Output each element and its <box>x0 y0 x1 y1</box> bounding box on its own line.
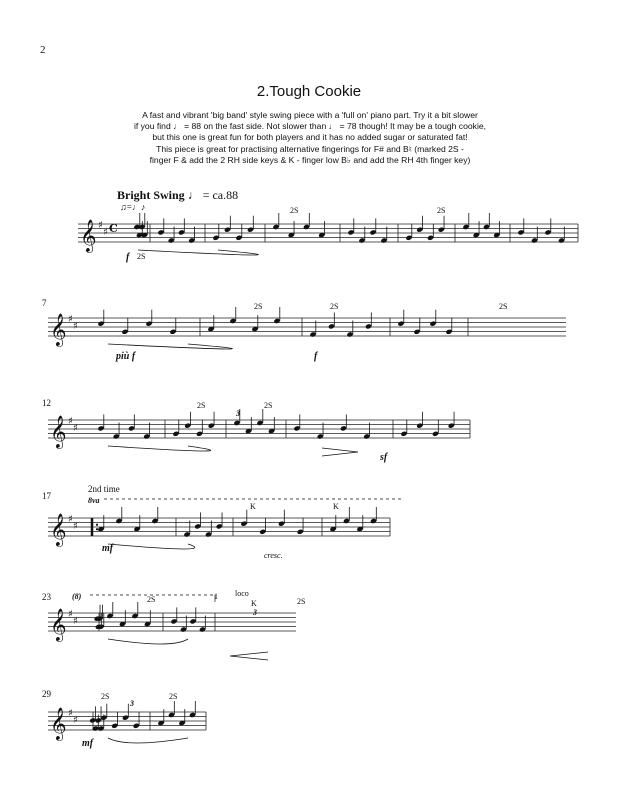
key-sharp: ♯ <box>68 609 73 620</box>
loco-mark: loco <box>235 589 249 598</box>
fingering-mark: 2S <box>137 252 146 261</box>
key-sharp: ♯ <box>73 521 78 532</box>
intro-line: This piece is great for practising alternative fingerings for F# and B♮ (marked 2S - <box>156 143 464 154</box>
time-signature: C <box>109 222 118 235</box>
fingering-mark: 2S <box>264 401 273 410</box>
fingering-mark: 2S <box>169 692 178 701</box>
treble-clef: 𝄞 <box>50 513 67 546</box>
key-sharp: ♯ <box>73 715 78 726</box>
dynamic-mark: f <box>314 351 318 362</box>
slur <box>108 344 233 349</box>
fingering-mark: 2S <box>290 206 299 215</box>
slur <box>138 250 258 255</box>
page-number: 2 <box>40 44 46 56</box>
key-sharp: ♯ <box>73 423 78 434</box>
dynamic-mark: mf <box>102 543 114 554</box>
fingering-mark: 2S <box>330 302 339 311</box>
repeat-text: 2nd time <box>88 484 120 494</box>
dynamic-mark: mf <box>82 738 94 749</box>
key-sharp: ♯ <box>68 708 73 719</box>
key-sharp: ♯ <box>98 220 103 231</box>
swing-ratio: ♫=♩♪ <box>120 202 146 212</box>
triplet-mark: 3 <box>253 608 257 617</box>
intro-line: finger F & add the 2 RH side keys & K - finger low B♭ and add the RH 4th finger key) <box>149 154 471 165</box>
treble-clef: 𝄞 <box>50 415 67 448</box>
key-sharp: ♯ <box>73 616 78 627</box>
measure-number: 17 <box>42 491 51 501</box>
triplet-mark: 3 <box>130 699 134 708</box>
intro-line: but this one is great fun for both players and it has no added sugar or saturated fat! <box>152 132 468 143</box>
ottava-mark: 8va <box>88 496 100 505</box>
key-sharp: ♯ <box>103 227 108 238</box>
treble-clef: 𝄞 <box>80 219 97 252</box>
measure-number: 29 <box>42 689 51 699</box>
fingering-mark: 2S <box>101 692 110 701</box>
fingering-mark: K <box>333 502 339 511</box>
slur <box>108 544 195 549</box>
bracket-end: 1 <box>214 592 218 601</box>
intro-line: if you find ♩ = 88 on the fast side. Not slower than ♩ = 78 though! It may be a tough cookie, <box>133 121 487 132</box>
piece-title: 2.Tough Cookie <box>256 83 362 100</box>
repeat-dot <box>96 524 98 526</box>
measure-number: 7 <box>42 298 47 308</box>
cresc-mark: cresc. <box>264 551 283 560</box>
triplet-mark: 3 <box>236 409 240 418</box>
fingering-mark: K <box>251 599 257 608</box>
key-sharp: ♯ <box>73 321 78 332</box>
key-sharp: ♯ <box>68 314 73 325</box>
slur <box>108 738 188 743</box>
treble-clef: 𝄞 <box>50 608 67 641</box>
measure-number: 23 <box>42 592 51 602</box>
dynamic-mark: sf <box>380 452 388 463</box>
treble-clef: 𝄞 <box>50 313 67 346</box>
fingering-mark: 2S <box>254 302 263 311</box>
dynamic-mark: f <box>126 252 130 263</box>
dynamic-mark: più f <box>116 351 136 362</box>
tempo-note: ♩ <box>187 188 200 202</box>
slur <box>108 639 188 644</box>
slur <box>108 446 211 451</box>
repeat-dot <box>96 528 98 530</box>
hairpin <box>322 448 358 456</box>
tempo-text: Bright Swing <box>117 188 185 202</box>
fingering-mark: K <box>250 502 256 511</box>
fingering-mark: 2S <box>197 401 206 410</box>
treble-clef: 𝄞 <box>50 707 67 740</box>
fingering-mark: 2S <box>147 595 156 604</box>
fingering-mark: 2S <box>297 597 306 606</box>
ottava-mark: (8) <box>72 592 82 601</box>
fingering-mark: 2S <box>437 206 446 215</box>
intro-line: A fast and vibrant 'big band' style swing piece with a 'full on' piano part. Try it a bit slower <box>142 110 478 120</box>
measure-number: 12 <box>42 398 51 408</box>
tempo-value: = ca.88 <box>202 188 239 202</box>
hairpin <box>230 652 268 660</box>
fingering-mark: 2S <box>499 302 508 311</box>
key-sharp: ♯ <box>68 416 73 427</box>
key-sharp: ♯ <box>68 514 73 525</box>
